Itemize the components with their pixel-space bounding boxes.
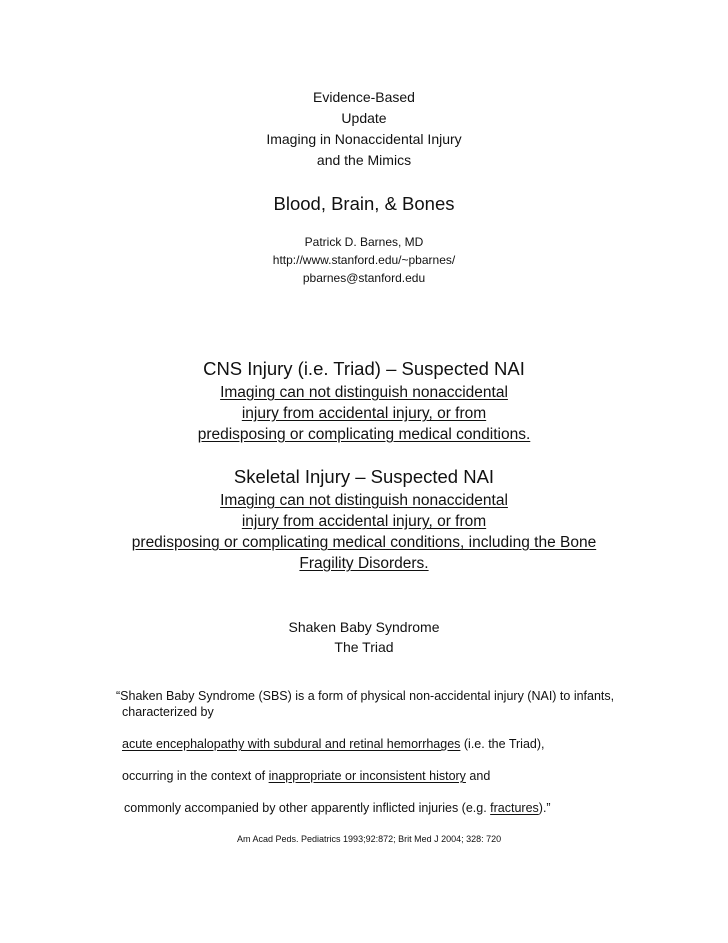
skeletal-line-4: Fragility Disorders. <box>299 555 429 572</box>
fractures-prefix-text: commonly accompanied by other apparently inflicted injuries (e.g. <box>124 801 491 815</box>
triad-underlined-text: acute encephalopathy with subdural and retinal hemorrhages <box>122 737 461 751</box>
skeletal-line-1: Imaging can not distinguish nonaccidental <box>220 492 508 509</box>
sbs-quote-line-5 <box>124 801 551 815</box>
sbs-quote-line-2: characterized by <box>122 705 214 719</box>
sbs-quote-line-1: “Shaken Baby Syndrome (SBS) is a form of physical non-accidental injury (NAI) to infants, <box>116 689 615 703</box>
sbs-heading-2: The Triad <box>334 639 394 655</box>
author-name: Patrick D. Barnes, MD <box>304 235 424 249</box>
cns-line-1: Imaging can not distinguish nonaccidental <box>220 384 508 401</box>
cns-line-2: injury from accidental injury, or from <box>241 405 487 422</box>
sbs-quote-line-4 <box>122 769 490 783</box>
author-url: http://www.stanford.edu/~pbarnes/ <box>272 253 456 267</box>
author-email: pbarnes@stanford.edu <box>302 271 426 285</box>
document-title: Blood, Brain, & Bones <box>273 193 455 214</box>
cns-line-3: predisposing or complicating medical conditions. <box>197 426 531 443</box>
header-line-3: Imaging in Nonaccidental Injury <box>266 131 462 147</box>
citation: Am Acad Peds. Pediatrics 1993;92:872; Brit Med J 2004; 328: 720 <box>237 834 502 844</box>
fractures-underlined-text: fractures <box>490 801 539 815</box>
sbs-quote-line-3 <box>122 737 544 751</box>
header-line-1: Evidence-Based <box>313 89 415 105</box>
fractures-rest-text: ).” <box>538 801 551 815</box>
header-line-4: and the Mimics <box>316 152 412 168</box>
skeletal-line-3: predisposing or complicating medical conditions, including the Bone <box>131 534 597 551</box>
skeletal-line-2: injury from accidental injury, or from <box>241 513 487 530</box>
sbs-heading-1: Shaken Baby Syndrome <box>288 619 440 635</box>
triad-rest-text: (i.e. the Triad), <box>460 737 545 751</box>
history-prefix-text: occurring in the context of <box>122 769 269 783</box>
history-rest-text: and <box>465 769 491 783</box>
cns-heading: CNS Injury (i.e. Triad) – Suspected NAI <box>203 358 525 379</box>
skeletal-heading: Skeletal Injury – Suspected NAI <box>233 466 495 487</box>
header-line-2: Update <box>341 110 387 126</box>
history-underlined-text: inappropriate or inconsistent history <box>268 769 466 783</box>
